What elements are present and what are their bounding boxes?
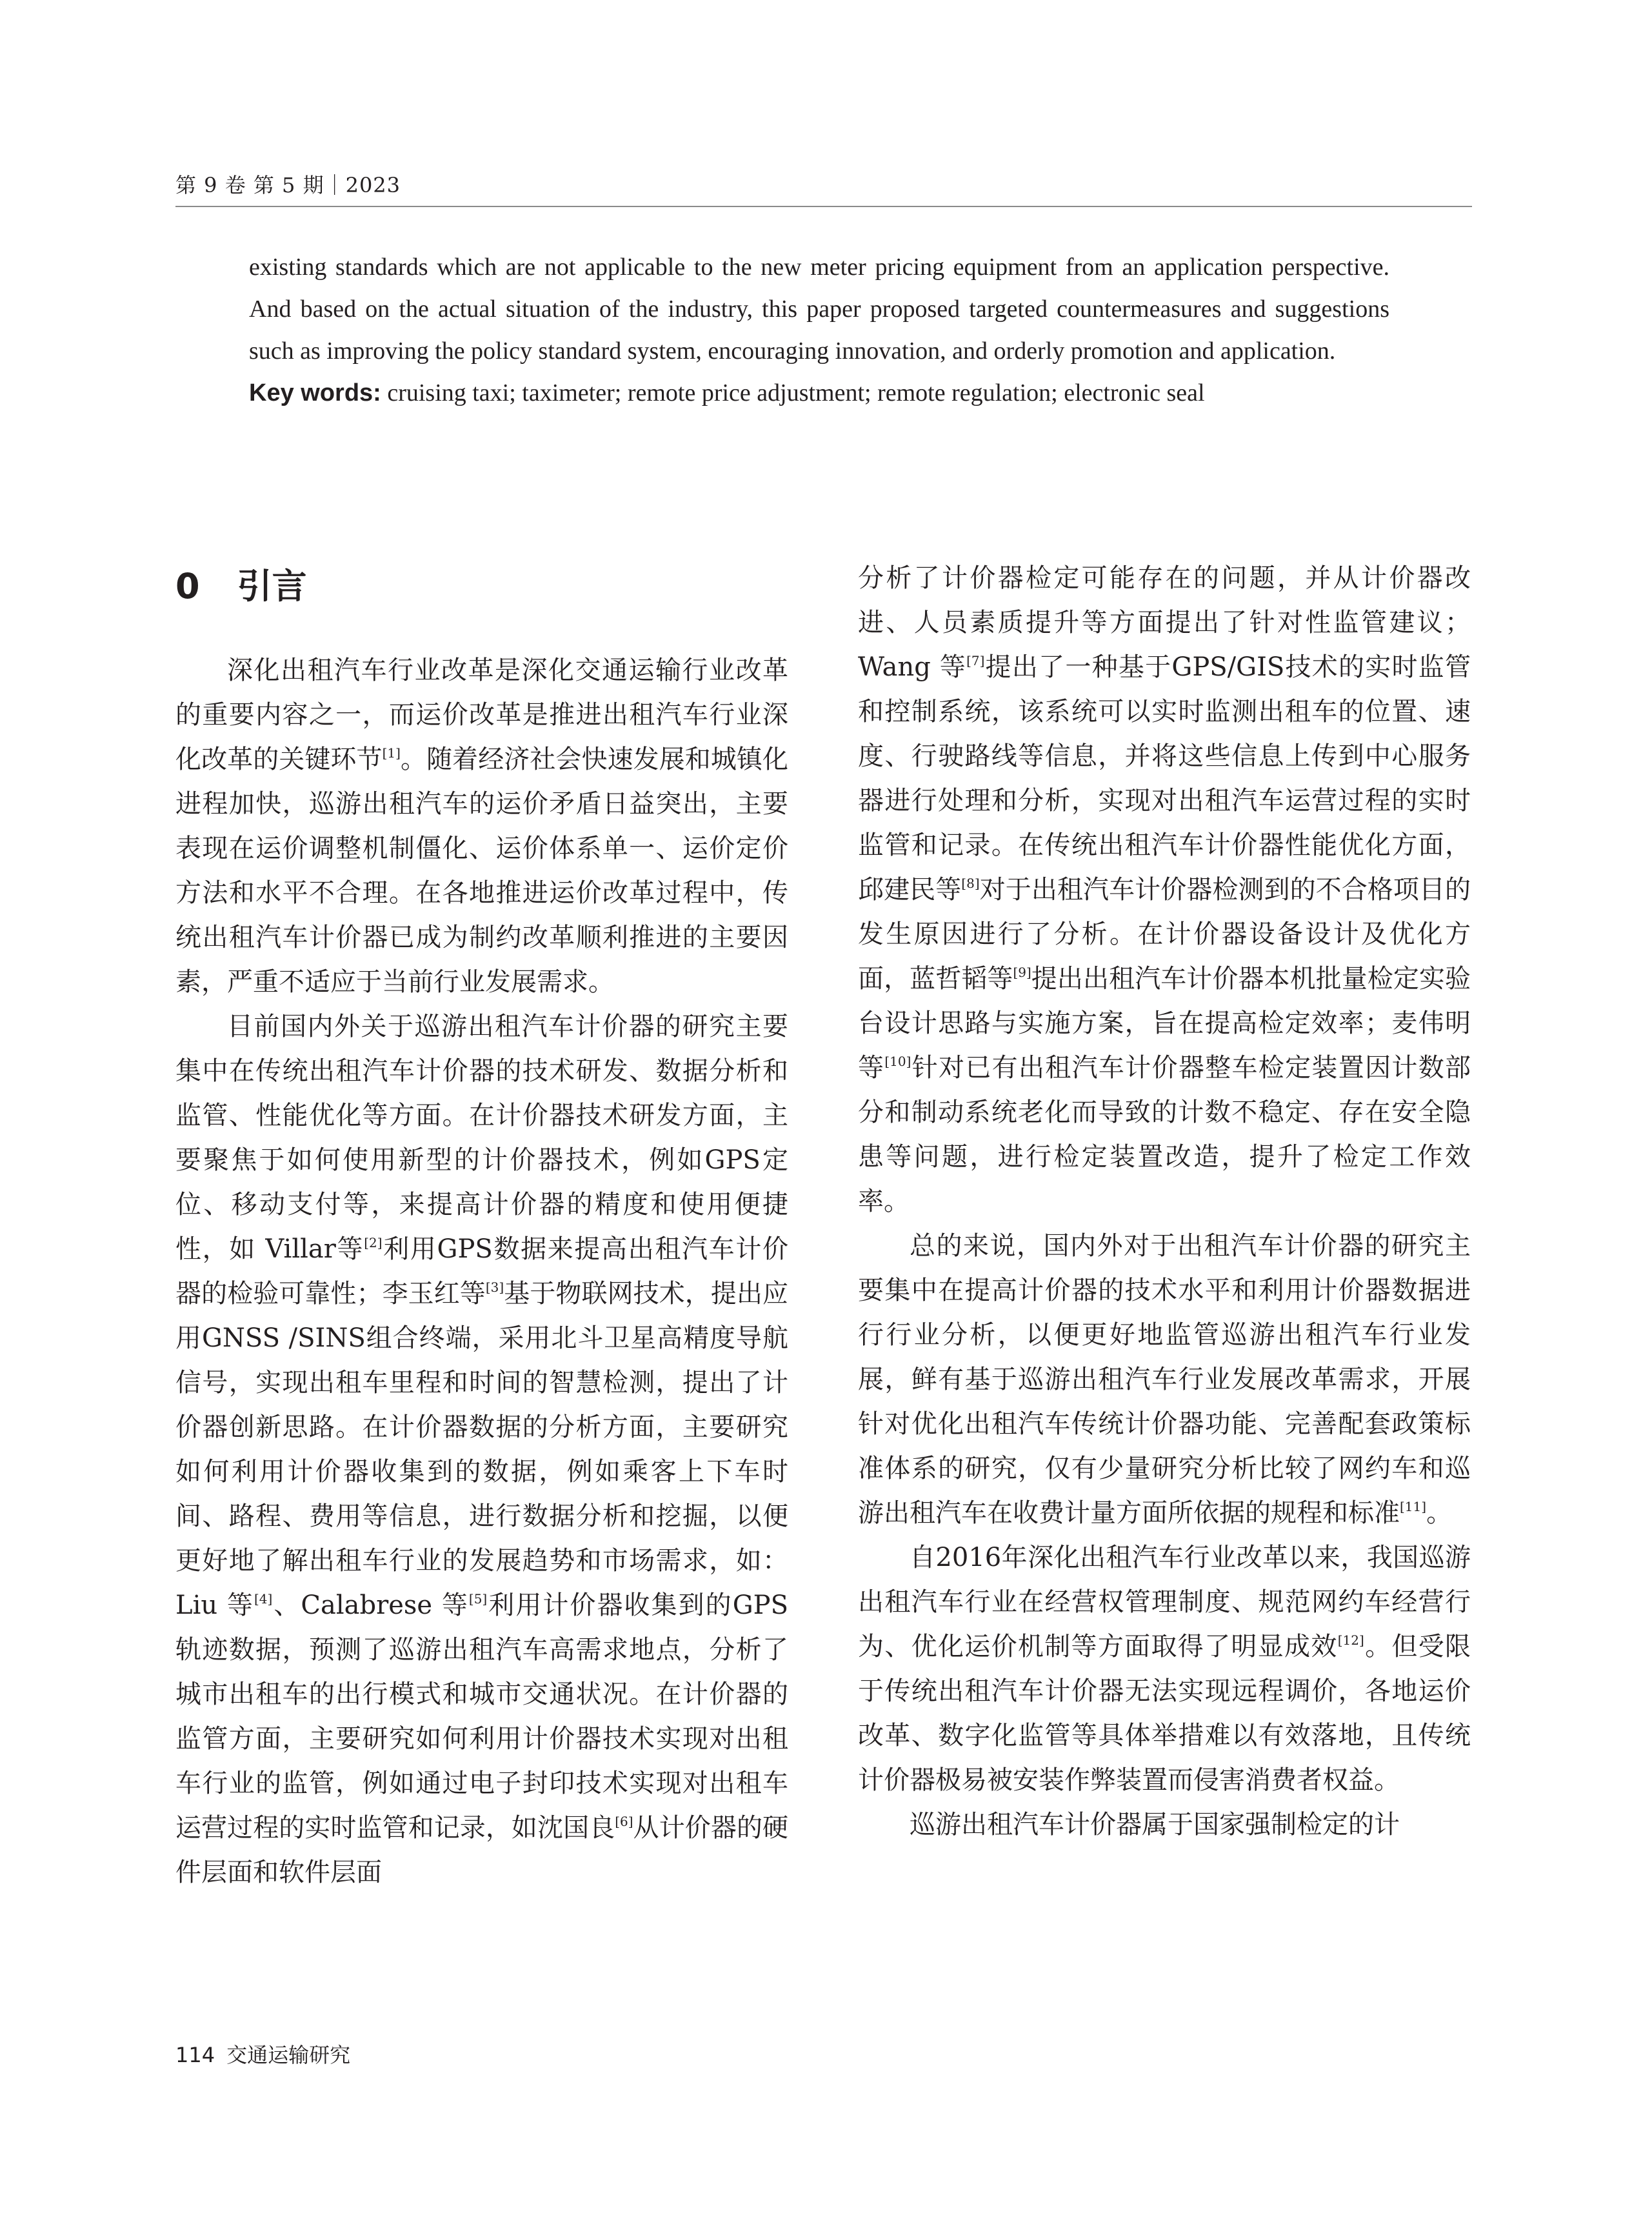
abstract-english <box>249 246 1389 414</box>
section-number: 0 <box>175 566 200 607</box>
citation-ref: [12] <box>1337 1632 1364 1648</box>
citation-ref: [8] <box>961 876 980 891</box>
citation-ref: [1] <box>382 745 401 761</box>
citation-ref: [6] <box>615 1814 633 1829</box>
text: 利用计价器收集到的GPS轨迹数据，预测了巡游出租汽车高需求地点，分析了城市出租车的出行模式和城市交通状况。在计价器的监管方面，主要研究如何利用计价器技术实现对出租车行业的监管，例如通过电子封印技术实现对出租车运营过程的实时监管和记录，如沈国良 <box>175 1590 788 1843</box>
journal-name: 交通运输研究 <box>226 2043 351 2067</box>
paragraph <box>858 1803 1471 1847</box>
page-footer <box>175 2039 350 2069</box>
citation-ref: [9] <box>1013 965 1031 980</box>
citation-ref: [3] <box>485 1279 504 1295</box>
text: 目前国内外关于巡游出租汽车计价器的研究主要集中在传统出租汽车计价器的技术研发、数据分析和监管、性能优化等方面。在计价器技术研发方面，主要聚焦于如何使用新型的计价器技术，例如GPS定位、移动支付等，来提高计价器的精度和使用便捷性，如 Villar等 <box>175 1012 788 1264</box>
paragraph <box>858 1536 1471 1803</box>
text: 深化出租汽车行业改革是深化交通运输行业改革的重要内容之一，而运价改革是推进出租汽车行业深化改革的关键环节 <box>175 656 788 774</box>
text: 对于出租汽车计价器检测到的不合格项目的发生原因进行了分析。在计价器设备设计及优化方面，蓝哲韬等 <box>858 875 1471 994</box>
left-column <box>175 648 788 1895</box>
text: 基于物联网技术，提出应用GNSS /SINS组合终端，采用北斗卫星高精度导航信号，实现出租车里程和时间的智慧检测，提出了计价器创新思路。在计价器数据的分析方面，主要研究如何利用计价器收集到的数据，例如乘客上下车时间、路程、费用等信息，进行数据分析和挖掘，以便更好地了解出租车行业的发展趋势和市场需求，如：Liu 等 <box>175 1279 789 1620</box>
citation-ref: [5] <box>468 1591 488 1607</box>
text: 总的来说，国内外对于出租汽车计价器的研究主要集中在提高计价器的技术水平和利用计价器数据进行行业分析，以便更好地监管巡游出租汽车行业发展，鲜有基于巡游出租汽车行业发展改革需求，开展针对优化出租汽车传统计价器功能、完善配套政策标准体系的研究，仅有少量研究分析比较了网约车和巡游出租汽车在收费计量方面所依据的规程和标准 <box>858 1231 1471 1528</box>
citation-ref: [7] <box>966 653 985 668</box>
citation-ref: [11] <box>1400 1499 1427 1514</box>
text: 提出了一种基于GPS/GIS技术的实时监管和控制系统，该系统可以实时监测出租车的位置、速度、行驶路线等信息，并将这些信息上传到中心服务器进行处理和分析，实现对出租汽车运营过程的实时监管和记录。在传统出租汽车计价器性能优化方面，邱建民等 <box>858 652 1471 905</box>
text: 针对已有出租汽车计价器整车检定装置因计数部分和制动系统老化而导致的计数不稳定、存在安全隐患等问题，进行检定装置改造，提升了检定工作效率。 <box>858 1053 1471 1216</box>
section-title: 引言 <box>237 566 307 607</box>
abstract-text: existing standards which are not applicable to the new meter pricing equipment from an application perspective. And based on the actual situation of the industry, this paper proposed targeted countermeasures and suggestions such as improving the policy standard system, encouraging innovation, and orderly promotion and application. <box>249 254 1389 365</box>
text: 、Calabrese 等 <box>272 1590 469 1620</box>
text: 。但受限于传统出租汽车计价器无法实现远程调价，各地运价改革、数字化监管等具体举措难以有效落地，且传统计价器极易被安装作弊装置而侵害消费者权益。 <box>858 1632 1471 1795</box>
text: 自2016年深化出租汽车行业改革以来，我国巡游出租汽车行业在经营权管理制度、规范网约车经营行为、优化运价机制等方面取得了明显成效 <box>858 1543 1471 1661</box>
section-heading <box>175 559 307 608</box>
keywords-label: Key words: <box>249 379 381 406</box>
paragraph <box>858 1224 1471 1536</box>
citation-ref: [10] <box>884 1054 911 1069</box>
text: 巡游出租汽车计价器属于国家强制检定的计 <box>910 1810 1400 1840</box>
running-header: 第 9 卷 第 5 期｜2023 <box>175 173 401 197</box>
right-column <box>858 556 1471 1847</box>
text: 分析了计价器检定可能存在的问题，并从计价器改进、人员素质提升等方面提出了针对性监管建议；Wang 等 <box>858 563 1471 682</box>
paragraph <box>175 1005 788 1895</box>
keywords-text: cruising taxi; taximeter; remote price adjustment; remote regulation; electronic seal <box>381 379 1205 406</box>
paragraph <box>175 648 788 1005</box>
header-divider <box>175 206 1472 207</box>
text: 。 <box>1426 1498 1453 1528</box>
page-number: 114 <box>175 2043 215 2067</box>
citation-ref: [4] <box>254 1591 273 1607</box>
text: 。随着经济社会快速发展和城镇化进程加快，巡游出租汽车的运价矛盾日益突出，主要表现在运价调整机制僵化、运价体系单一、运价定价方法和水平不合理。在各地推进运价改革过程中，传统出租汽车计价器已成为制约改革顺利推进的主要因素，严重不适应于当前行业发展需求。 <box>175 745 789 997</box>
text: 从计价器的硬件层面和软件层面 <box>175 1813 789 1887</box>
citation-ref: [2] <box>364 1235 383 1250</box>
keywords-line <box>249 372 1389 414</box>
text: 提出出租汽车计价器本机批量检定实验台设计思路与实施方案，旨在提高检定效率；麦伟明等 <box>858 964 1471 1083</box>
text: 利用GPS数据来提高出租汽车计价器的检验可靠性；李玉红等 <box>175 1234 788 1309</box>
paragraph <box>858 556 1471 1224</box>
